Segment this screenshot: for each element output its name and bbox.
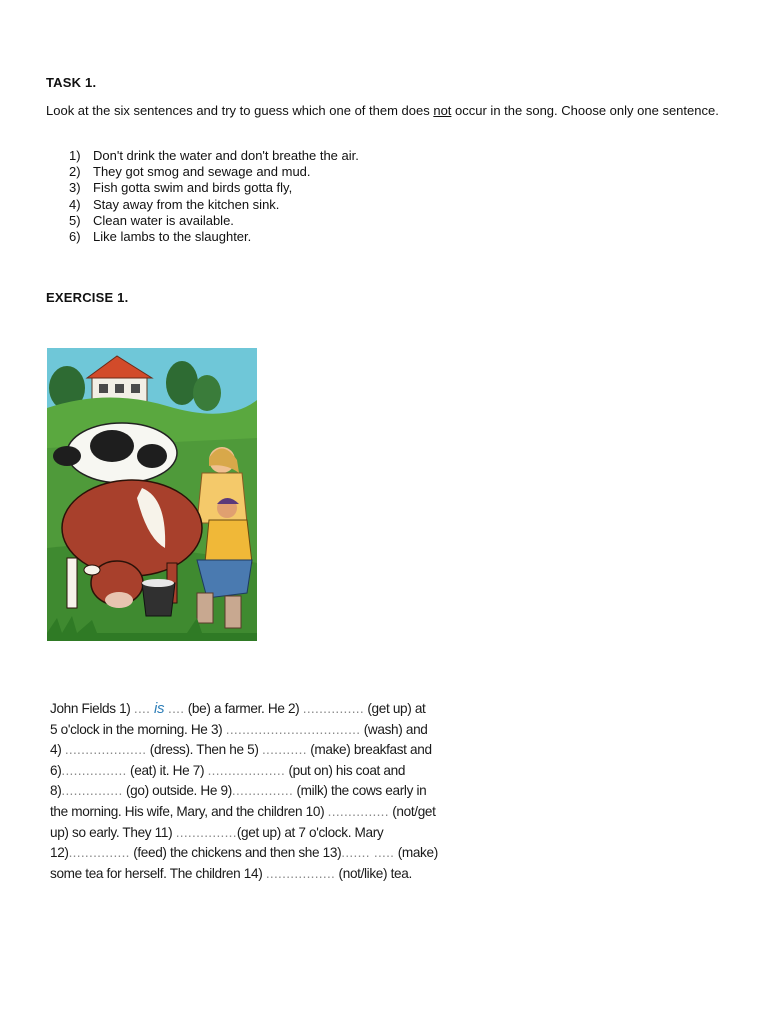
exercise-line [50,781,480,802]
exercise-text: some tea for herself. The children 14) [50,865,266,881]
farmer-shirt [205,520,252,563]
cloze-text [50,699,480,884]
answer-blank: ........... [261,742,307,758]
sentence-item [46,229,359,245]
instruction-text-before: Look at the six sentences and try to guess which one of them does [46,103,434,118]
exercise-text: John Fields 1) [50,701,134,716]
exercise-line [50,843,480,864]
exercise-text: 6) [50,762,62,778]
exercise-text: (put on) his coat and [285,762,406,778]
answer-blank: ............... [61,783,123,799]
exercise-heading: EXERCISE 1. [46,290,129,305]
exercise-line [50,761,480,782]
farmer-boot [225,596,241,628]
exercise-line [50,823,480,844]
answer-blank: ............... [68,845,130,861]
instruction-emphasis: not [433,103,452,118]
exercise-text: (get up) at [363,701,426,716]
exercise-text: (get up) at 7 o'clock. Mary [236,824,384,840]
exercise-text: (make) breakfast and [306,742,432,758]
sentence-number: 6) [69,229,81,245]
answer-blank: .... [168,701,185,716]
answer-blank: ............... [327,803,389,819]
filled-answer: is [150,700,168,717]
sentence-number: 1) [69,148,81,163]
sentence-list [46,148,359,245]
sentence-text: They got smog and sewage and mud. [93,164,311,180]
exercise-line [50,699,480,720]
task-instruction [46,103,736,119]
answer-blank: .................... [64,742,147,758]
sentence-text: Fish gotta swim and birds gotta fly, [93,180,293,196]
sentence-number: 2) [69,164,81,180]
answer-blank: ............... [175,824,237,840]
exercise-text: 4) [50,742,65,758]
sentence-text: Stay away from the kitchen sink. [93,196,280,212]
sentence-item [46,197,359,213]
exercise-text: (go) outside. He 9) [122,783,232,799]
exercise-text: (dress). Then he 5) [146,742,262,758]
exercise-line [50,740,480,761]
sentence-item [46,148,359,164]
exercise-text: (wash) and [360,721,428,737]
house-window [131,384,140,393]
answer-blank: ............... [302,701,364,716]
answer-blank: ................. [265,865,336,881]
exercise-text: the morning. His wife, Mary, and the children 10) [50,803,328,819]
farm-illustration [47,348,257,641]
answer-blank: ................ [61,762,127,778]
answer-blank: .... [133,701,151,716]
sentence-number: 5) [69,212,81,228]
sentence-text: Clean water is available. [93,212,234,228]
back-cow-spot [90,430,134,462]
exercise-text: (eat) it. He 7) [126,762,208,778]
farmer-boot [197,593,213,623]
milk-bucket [142,583,175,616]
front-cow-ear [84,565,100,575]
farmer-trousers [197,560,252,598]
answer-blank: ................... [207,762,286,778]
front-cow-body [62,480,202,576]
exercise-text: 12) [50,845,69,861]
exercise-line [50,802,480,823]
exercise-text: 8) [50,783,62,799]
exercise-text: 5 o'clock in the morning. He 3) [50,721,226,737]
exercise-text: (not/get [388,803,436,819]
answer-blank: ................................. [225,721,361,737]
house-window [115,384,124,393]
milk-surface [142,579,174,587]
exercise-text: up) so early. They 11) [50,824,176,840]
front-cow-leg [67,558,77,608]
exercise-line [50,720,480,741]
back-cow-spot [137,444,167,468]
sentence-number: 3) [69,180,81,196]
sentence-text: Like lambs to the slaughter. [93,229,252,245]
sentence-number: 4) [69,196,81,212]
house-window [99,384,108,393]
exercise-text: (not/like) tea. [335,865,412,881]
front-cow-muzzle [105,592,133,608]
exercise-text: (be) a farmer. He 2) [184,701,303,716]
sentence-item [46,213,359,229]
task-heading: TASK 1. [46,75,97,90]
exercise-text: (make) [394,845,438,861]
exercise-text: (milk) the cows early in [293,783,427,799]
tree [166,361,198,405]
sentence-text: Don't drink the water and don't breathe the air. [93,148,359,163]
sentence-item [46,164,359,180]
instruction-text-after: occur in the song. Choose only one sentence. [451,103,719,118]
answer-blank: ....... ..... [341,845,395,861]
exercise-text: (feed) the chickens and then she 13) [129,845,342,861]
sentence-item [46,180,359,196]
answer-blank: ............... [231,783,294,799]
exercise-line [50,864,480,885]
back-cow-head [53,446,81,466]
tree [193,375,221,411]
